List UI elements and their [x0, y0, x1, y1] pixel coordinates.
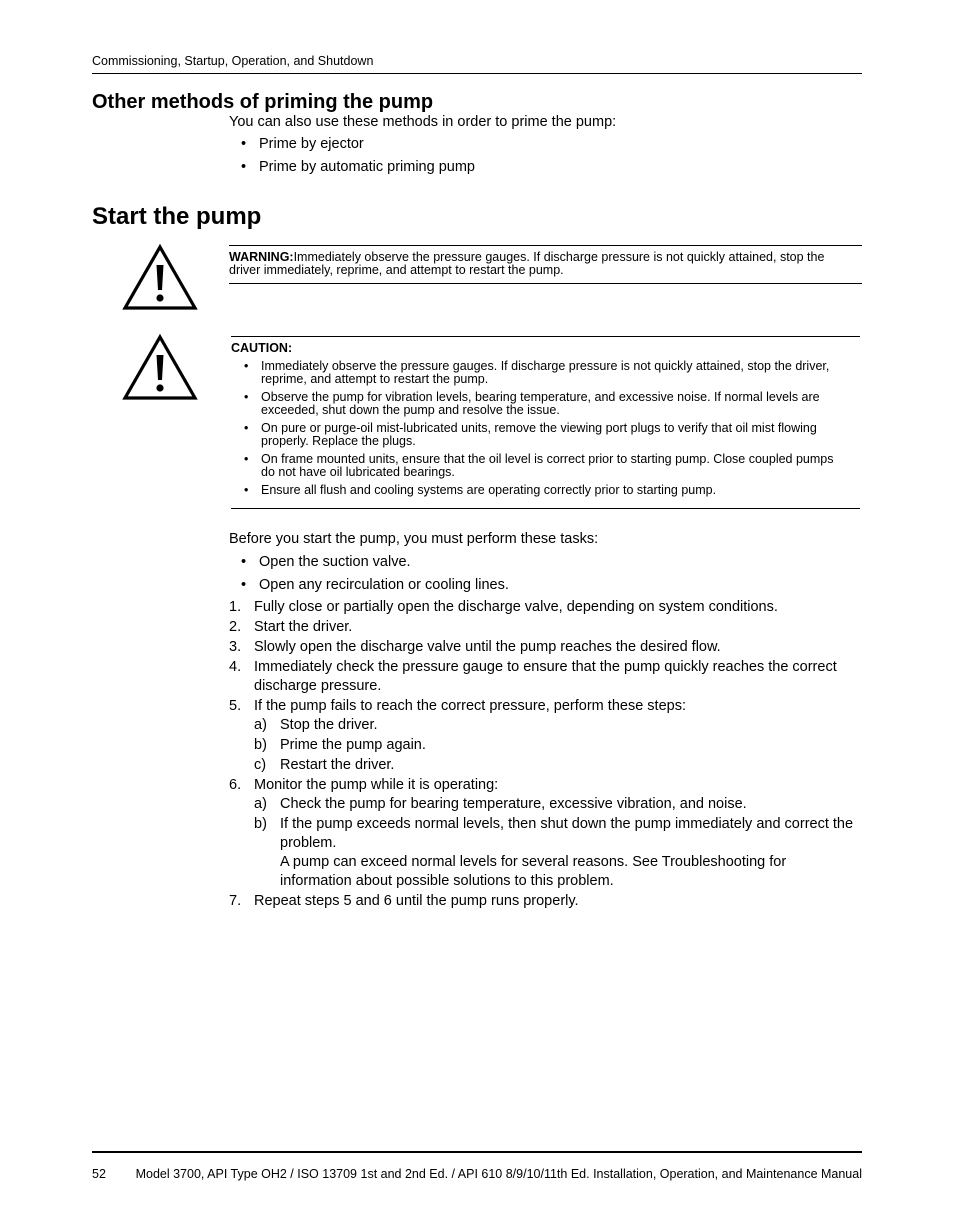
warning-triangle-icon — [122, 243, 198, 311]
warning-box — [229, 251, 859, 277]
step-item — [229, 776, 861, 891]
caution-triangle-icon — [122, 333, 198, 401]
step-item — [229, 697, 861, 775]
substep-note: A pump can exceed normal levels for several reasons. See Troubleshooting for information about possible solutions to this problem. — [280, 854, 787, 889]
caution-label: CAUTION: — [231, 341, 293, 355]
substep-text: Restart the driver. — [280, 757, 395, 773]
header-rule — [92, 73, 862, 74]
substeps-step-6 — [254, 795, 861, 891]
substeps-step-5 — [254, 716, 861, 775]
caution-bottom-rule — [231, 508, 860, 509]
list-item: • On pure or purge-oil mist-lubricated units, remove the viewing port plugs to verify that oil mist flowing properly. Replace the plugs. — [231, 422, 846, 448]
before-start-intro: Before you start the pump, you must perform these tasks: — [229, 531, 599, 547]
list-item: • Open the suction valve. — [229, 553, 849, 572]
substep-letter: a) — [254, 796, 267, 812]
substep-item — [254, 736, 861, 755]
substep-item — [254, 756, 861, 775]
list-item: • Immediately observe the pressure gauges. If discharge pressure is not quickly attained, stop the driver, reprime, and attempt to restart the pump. — [231, 360, 846, 386]
warning-label: WARNING: — [229, 250, 294, 264]
substep-letter: c) — [254, 757, 267, 773]
heading-other-priming-methods: Other methods of priming the pump — [92, 91, 434, 113]
substep-item — [254, 795, 861, 814]
step-item — [229, 618, 861, 637]
substep-letter: b) — [254, 816, 267, 832]
list-item: • Prime by automatic priming pump — [229, 158, 849, 177]
warning-text: Immediately observe the pressure gauges. If discharge pressure is not quickly attained, stop the driver immediately, reprime, and attempt to restart the pump. — [229, 250, 825, 277]
step-text: If the pump fails to reach the correct pressure, perform these steps: — [254, 698, 686, 714]
footer-title: Model 3700, API Type OH2 / ISO 13709 1st and 2nd Ed. / API 610 8/9/10/11th Ed. Installation, Operation, and Maintenance Manual — [135, 1167, 862, 1181]
procedure-steps — [229, 598, 861, 912]
priming-intro: You can also use these methods in order to prime the pump: — [229, 114, 617, 130]
list-item: • Prime by ejector — [229, 135, 849, 154]
step-item — [229, 638, 861, 657]
substep-item — [254, 716, 861, 735]
step-text: Slowly open the discharge valve until the pump reaches the desired flow. — [254, 639, 721, 655]
before-start-list — [229, 553, 849, 599]
step-text: Fully close or partially open the discharge valve, depending on system conditions. — [254, 599, 778, 615]
step-number: 3. — [229, 639, 242, 655]
step-item — [229, 598, 861, 617]
footer-rule — [92, 1151, 862, 1153]
substep-text: If the pump exceeds normal levels, then shut down the pump immediately and correct the problem. — [280, 816, 854, 851]
page-number: 52 — [92, 1167, 106, 1181]
caution-top-rule — [231, 336, 860, 337]
substep-letter: a) — [254, 717, 267, 733]
step-text: Start the driver. — [254, 619, 353, 635]
step-text: Repeat steps 5 and 6 until the pump runs properly. — [254, 893, 579, 909]
list-item: • Observe the pump for vibration levels, bearing temperature, and excessive noise. If normal levels are exceeded, shut down the pump and resolve the issue. — [231, 391, 846, 417]
running-header: Commissioning, Startup, Operation, and Shutdown — [92, 54, 374, 68]
list-item: • Ensure all flush and cooling systems are operating correctly prior to starting pump. — [231, 484, 846, 497]
substep-text: Stop the driver. — [280, 717, 378, 733]
heading-start-the-pump: Start the pump — [92, 203, 262, 230]
step-number: 2. — [229, 619, 242, 635]
warning-top-rule — [229, 245, 862, 246]
step-item — [229, 892, 861, 911]
step-number: 6. — [229, 777, 242, 793]
list-item: • Open any recirculation or cooling lines. — [229, 576, 849, 595]
step-number: 1. — [229, 599, 242, 615]
priming-list — [229, 135, 849, 181]
step-number: 5. — [229, 698, 242, 714]
substep-text: Check the pump for bearing temperature, excessive vibration, and noise. — [280, 796, 747, 812]
caution-list — [231, 360, 846, 502]
substep-text: Prime the pump again. — [280, 737, 426, 753]
substep-item — [254, 815, 861, 891]
step-number: 7. — [229, 893, 242, 909]
step-text: Immediately check the pressure gauge to ensure that the pump quickly reaches the correct discharge pressure. — [254, 659, 837, 694]
step-item — [229, 658, 861, 696]
step-number: 4. — [229, 659, 242, 675]
step-text: Monitor the pump while it is operating: — [254, 777, 499, 793]
substep-letter: b) — [254, 737, 267, 753]
list-item: • On frame mounted units, ensure that the oil level is correct prior to starting pump. Close coupled pumps do not have oil lubricated bearings. — [231, 453, 846, 479]
warning-bottom-rule — [229, 283, 862, 284]
